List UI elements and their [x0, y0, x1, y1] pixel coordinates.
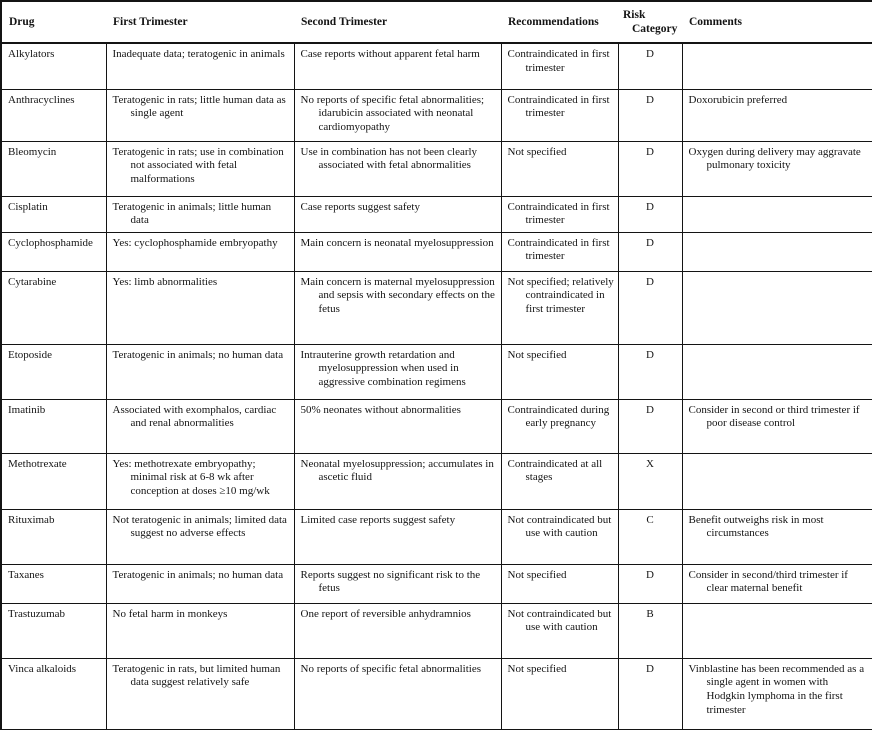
second-trimester-cell: 50% neonates without abnormalities: [294, 399, 501, 453]
table-body: [1, 43, 872, 730]
second-trimester-cell: Main concern is maternal myelosuppression and sepsis with secondary effects on the fetus: [294, 271, 501, 344]
drug-cell: Methotrexate: [1, 453, 106, 509]
risk-category-cell: C: [618, 509, 682, 564]
drug-cell: Etoposide: [1, 344, 106, 399]
recommendations-cell: Not contraindicated but use with caution: [501, 509, 618, 564]
second-trimester-cell: Main concern is neonatal myelosuppression: [294, 232, 501, 271]
second-trimester-cell: Use in combination has not been clearly associated with fetal abnormalities: [294, 141, 501, 196]
risk-category-cell: D: [618, 89, 682, 141]
column-header-first-trimester: First Trimester: [106, 1, 294, 43]
second-trimester-cell: Intrauterine growth retardation and myelosuppression when used in aggressive combination regimens: [294, 344, 501, 399]
first-trimester-cell: Inadequate data; teratogenic in animals: [106, 43, 294, 89]
table-row: [1, 399, 872, 453]
recommendations-cell: Not specified: [501, 658, 618, 730]
first-trimester-cell: Teratogenic in rats; little human data as single agent: [106, 89, 294, 141]
table-row: [1, 603, 872, 658]
comments-cell: [682, 344, 872, 399]
risk-category-cell: X: [618, 453, 682, 509]
first-trimester-cell: Yes: cyclophosphamide embryopathy: [106, 232, 294, 271]
table-row: [1, 141, 872, 196]
comments-cell: [682, 603, 872, 658]
recommendations-cell: Contraindicated during early pregnancy: [501, 399, 618, 453]
table-row: [1, 271, 872, 344]
risk-category-cell: D: [618, 564, 682, 603]
recommendations-cell: Not specified; relatively contraindicated in first trimester: [501, 271, 618, 344]
risk-category-cell: D: [618, 232, 682, 271]
table-row: [1, 196, 872, 232]
comments-cell: Doxorubicin preferred: [682, 89, 872, 141]
drug-cell: Cisplatin: [1, 196, 106, 232]
table-row: [1, 564, 872, 603]
second-trimester-cell: Limited case reports suggest safety: [294, 509, 501, 564]
first-trimester-cell: Teratogenic in rats; use in combination not associated with fetal malformations: [106, 141, 294, 196]
risk-category-cell: B: [618, 603, 682, 658]
second-trimester-cell: One report of reversible anhydramnios: [294, 603, 501, 658]
second-trimester-cell: No reports of specific fetal abnormalities: [294, 658, 501, 730]
drug-cell: Cytarabine: [1, 271, 106, 344]
first-trimester-cell: Teratogenic in animals; no human data: [106, 564, 294, 603]
risk-category-cell: D: [618, 141, 682, 196]
second-trimester-cell: Reports suggest no significant risk to the fetus: [294, 564, 501, 603]
second-trimester-cell: Case reports without apparent fetal harm: [294, 43, 501, 89]
comments-cell: [682, 453, 872, 509]
comments-cell: Consider in second/third trimester if clear maternal benefit: [682, 564, 872, 603]
column-header-risk-category: Risk Category: [618, 1, 682, 43]
recommendations-cell: Contraindicated in first trimester: [501, 43, 618, 89]
risk-category-cell: D: [618, 196, 682, 232]
recommendations-cell: Not specified: [501, 141, 618, 196]
comments-cell: [682, 232, 872, 271]
first-trimester-cell: Yes: methotrexate embryopathy; minimal risk at 6-8 wk after conception at doses ≥10 mg/wk: [106, 453, 294, 509]
comments-cell: Vinblastine has been recommended as a single agent in women with Hodgkin lymphoma in the first trimester: [682, 658, 872, 730]
table-header: [1, 1, 872, 43]
drug-cell: Anthracyclines: [1, 89, 106, 141]
drug-cell: Cyclophosphamide: [1, 232, 106, 271]
comments-cell: [682, 43, 872, 89]
comments-cell: Oxygen during delivery may aggravate pulmonary toxicity: [682, 141, 872, 196]
column-header-comments: Comments: [682, 1, 872, 43]
second-trimester-cell: Neonatal myelosuppression; accumulates in ascetic fluid: [294, 453, 501, 509]
table-row: [1, 344, 872, 399]
drug-cell: Imatinib: [1, 399, 106, 453]
drug-cell: Taxanes: [1, 564, 106, 603]
drug-cell: Alkylators: [1, 43, 106, 89]
recommendations-cell: Contraindicated in first trimester: [501, 232, 618, 271]
recommendations-cell: Not specified: [501, 344, 618, 399]
first-trimester-cell: Associated with exomphalos, cardiac and renal abnormalities: [106, 399, 294, 453]
column-header-recommendations: Recommendations: [501, 1, 618, 43]
comments-cell: [682, 271, 872, 344]
recommendations-cell: Contraindicated in first trimester: [501, 196, 618, 232]
first-trimester-cell: Teratogenic in animals; no human data: [106, 344, 294, 399]
drug-cell: Trastuzumab: [1, 603, 106, 658]
risk-category-cell: D: [618, 344, 682, 399]
risk-category-cell: D: [618, 43, 682, 89]
second-trimester-cell: No reports of specific fetal abnormalities; idarubicin associated with neonatal cardiomyopathy: [294, 89, 501, 141]
first-trimester-cell: Teratogenic in animals; little human data: [106, 196, 294, 232]
table-row: [1, 232, 872, 271]
first-trimester-cell: Teratogenic in rats, but limited human data suggest relatively safe: [106, 658, 294, 730]
table-row: [1, 453, 872, 509]
recommendations-cell: Contraindicated at all stages: [501, 453, 618, 509]
drug-cell: Bleomycin: [1, 141, 106, 196]
comments-cell: [682, 196, 872, 232]
risk-category-cell: D: [618, 399, 682, 453]
column-header-drug: Drug: [1, 1, 106, 43]
risk-category-cell: D: [618, 658, 682, 730]
first-trimester-cell: Yes: limb abnormalities: [106, 271, 294, 344]
risk-category-cell: D: [618, 271, 682, 344]
recommendations-cell: Not specified: [501, 564, 618, 603]
first-trimester-cell: Not teratogenic in animals; limited data suggest no adverse effects: [106, 509, 294, 564]
first-trimester-cell: No fetal harm in monkeys: [106, 603, 294, 658]
recommendations-cell: Contraindicated in first trimester: [501, 89, 618, 141]
comments-cell: Benefit outweighs risk in most circumstances: [682, 509, 872, 564]
header-row: [1, 1, 872, 43]
drug-cell: Vinca alkaloids: [1, 658, 106, 730]
table-row: [1, 89, 872, 141]
table-row: [1, 43, 872, 89]
column-header-second-trimester: Second Trimester: [294, 1, 501, 43]
recommendations-cell: Not contraindicated but use with caution: [501, 603, 618, 658]
table-row: [1, 509, 872, 564]
comments-cell: Consider in second or third trimester if poor disease control: [682, 399, 872, 453]
second-trimester-cell: Case reports suggest safety: [294, 196, 501, 232]
table-row: [1, 658, 872, 730]
drug-cell: Rituximab: [1, 509, 106, 564]
